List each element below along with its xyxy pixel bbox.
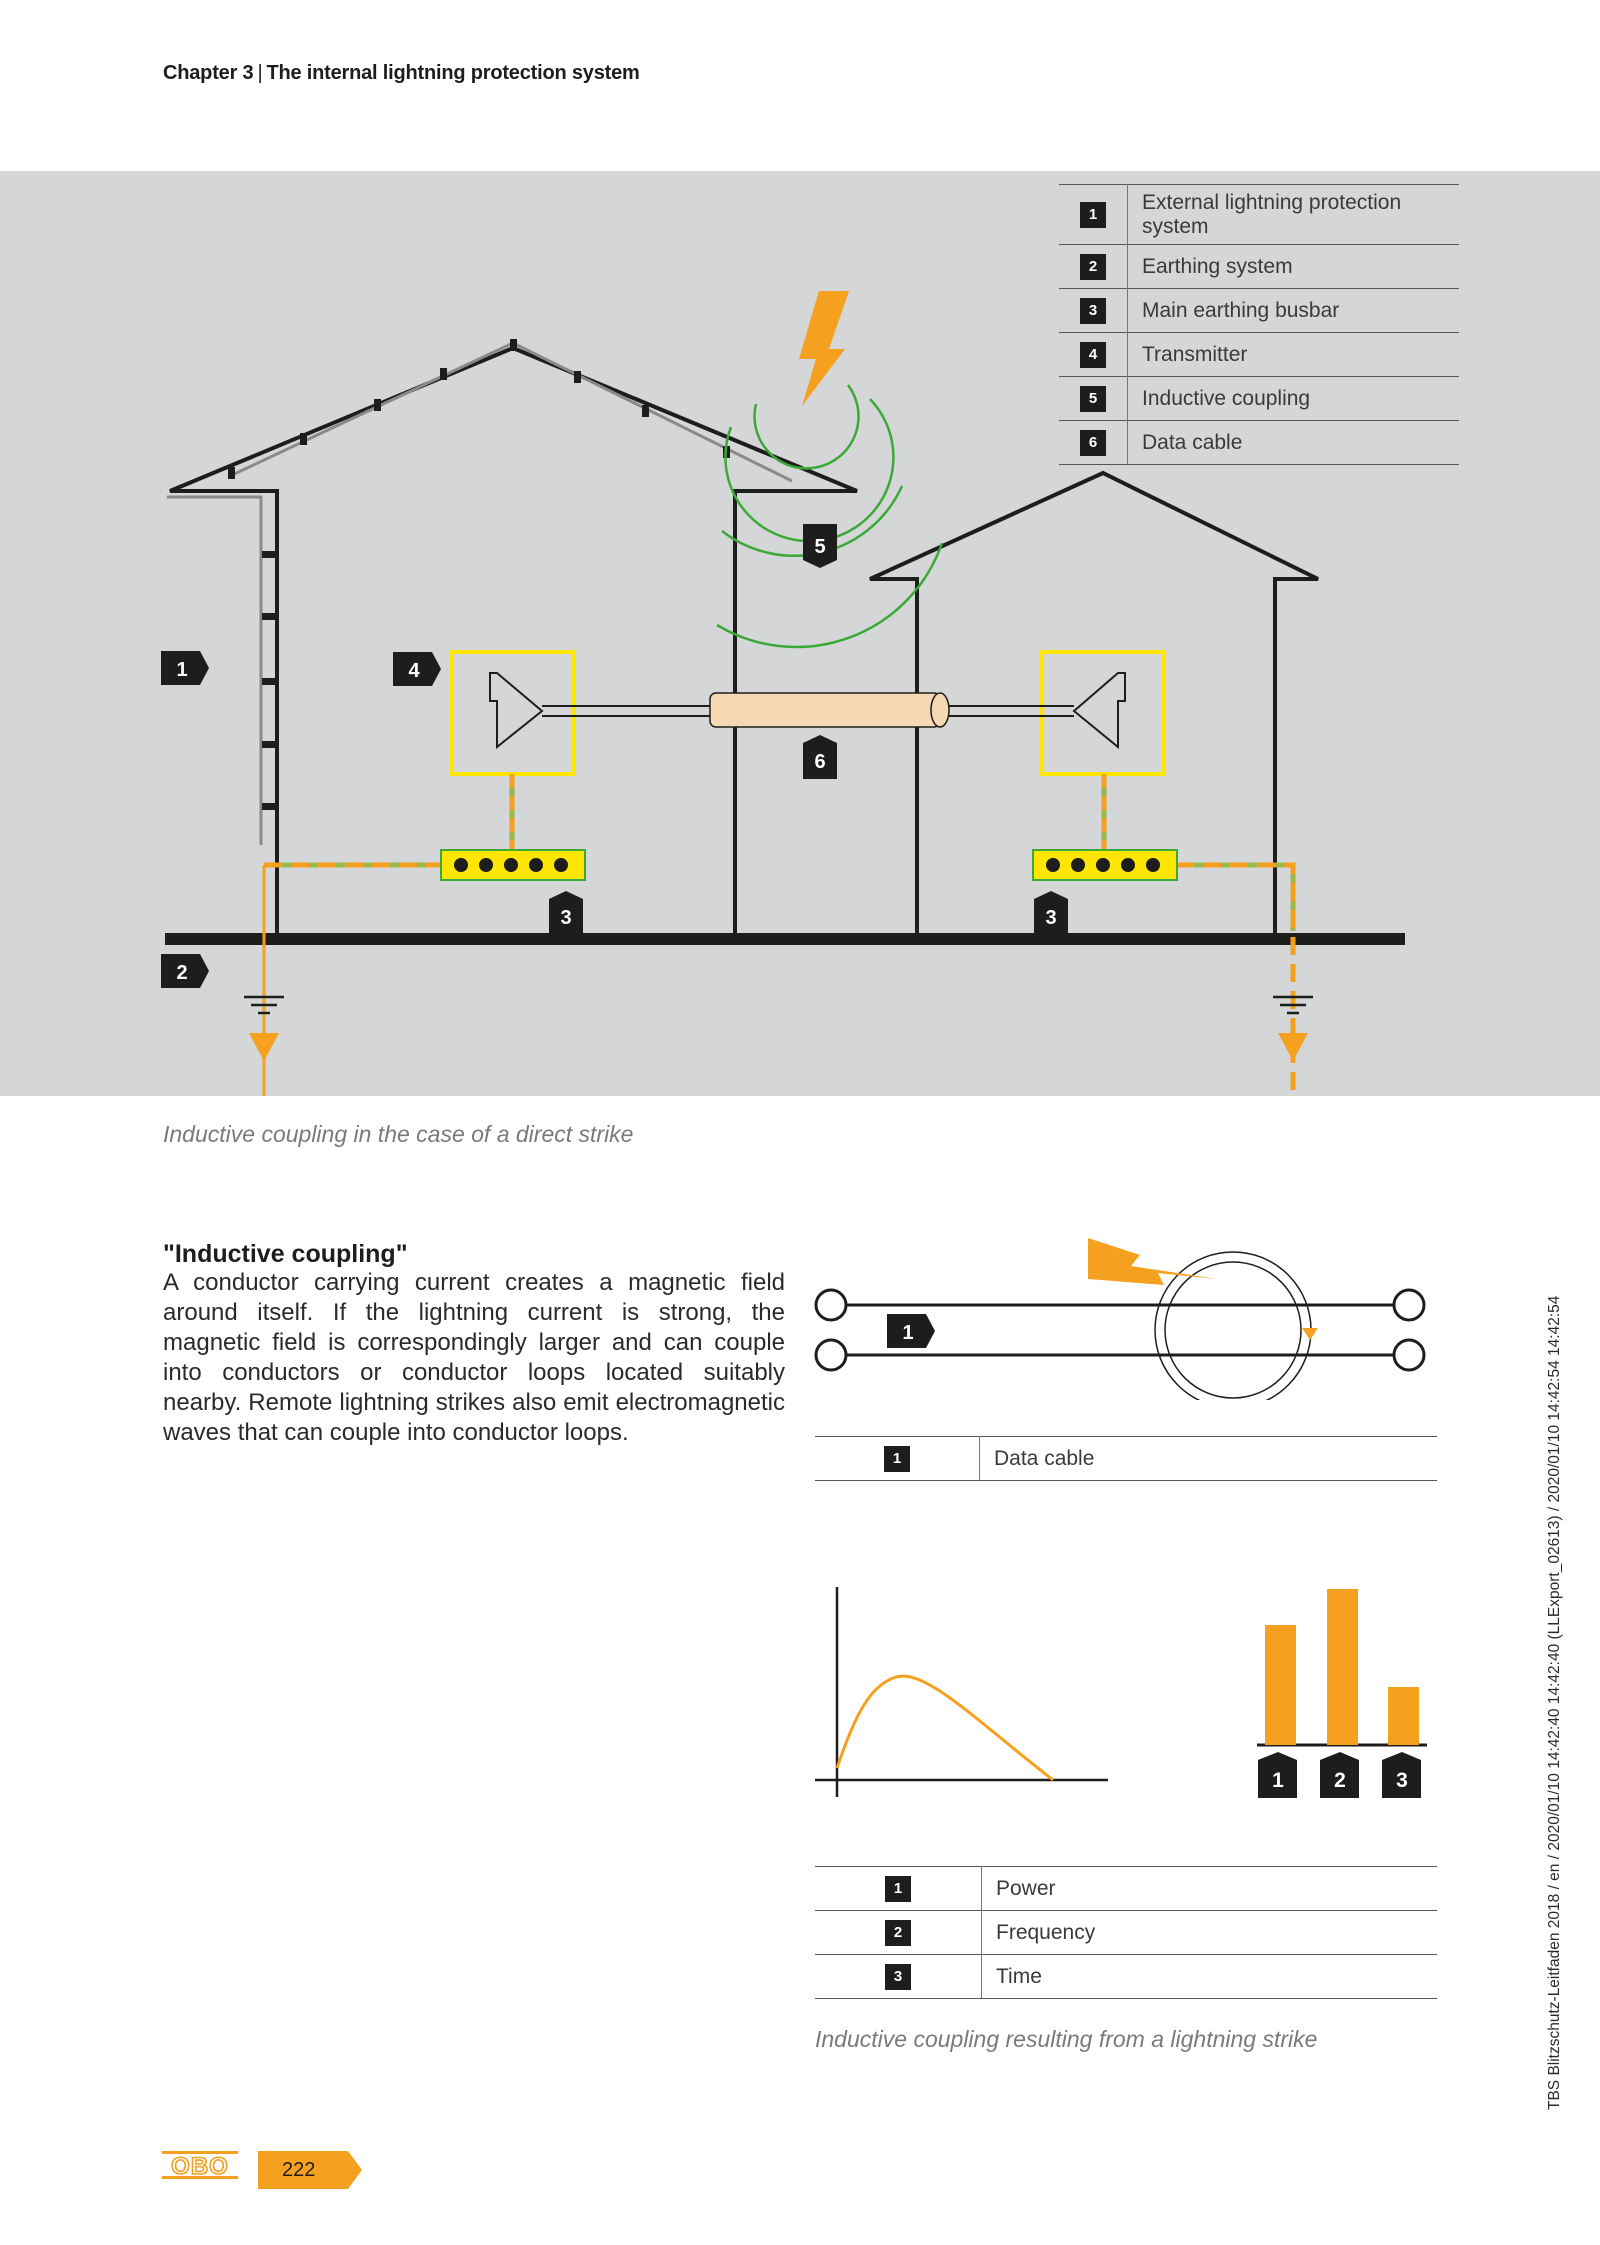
marker-2 [161, 954, 209, 988]
side-imprint-text: TBS Blitzschutz-Leitfaden 2018 / en / 2020/01/10 14:42:40 14:42:40 (LLExport_02613) / 2020/01/10 14:42:54 14:42:54 [1546, 1295, 1563, 2110]
conductor-loop-illustration [800, 1225, 1450, 1400]
legend-number: 2 [1080, 254, 1106, 280]
svg-text:1: 1 [1272, 1769, 1284, 1792]
marker-3-right [1034, 891, 1068, 935]
earthing-busbar-left [441, 850, 585, 880]
page-header [163, 62, 640, 85]
obo-logo [162, 2151, 238, 2179]
figure2-legend [815, 1436, 1437, 1481]
legend-number: 1 [885, 1876, 911, 1902]
bar-marker-2 [1320, 1752, 1359, 1798]
earth-arrow-left-icon [249, 1033, 279, 1061]
legend-label: External lightning protection system [1128, 185, 1460, 245]
figure1-caption: Inductive coupling in the case of a direct strike [163, 1121, 634, 1147]
svg-text:1: 1 [176, 659, 188, 681]
side-imprint [1541, 1270, 1571, 2110]
svg-text:6: 6 [814, 751, 826, 773]
legend-label: Data cable [1128, 421, 1460, 465]
legend-label: Earthing system [1128, 245, 1460, 289]
transmitter-arrow-left [490, 673, 542, 747]
legend-number: 1 [1080, 202, 1106, 228]
field-circle-inner [1165, 1262, 1301, 1398]
legend-number: 2 [885, 1920, 911, 1946]
earthing-busbar-right [1033, 850, 1177, 880]
svg-text:3: 3 [1045, 907, 1057, 929]
legend-label: Main earthing busbar [1128, 289, 1460, 333]
legend-label: Power [982, 1867, 1438, 1911]
field-direction-arrow-icon [1302, 1328, 1318, 1340]
bar-frequency [1327, 1589, 1358, 1745]
legend-number: 5 [1080, 386, 1106, 412]
transmitter-box-right [1042, 652, 1164, 774]
marker-6 [803, 735, 837, 779]
legend-number: 4 [1080, 342, 1106, 368]
cable-marker-1 [887, 1314, 935, 1348]
legend-number: 3 [1080, 298, 1106, 324]
bar-power [1265, 1625, 1296, 1745]
legend-number: 6 [1080, 430, 1106, 456]
marker-4 [393, 652, 441, 686]
legend-label: Time [982, 1955, 1438, 1999]
bar-marker-1 [1258, 1752, 1297, 1798]
legend-number: 1 [884, 1446, 910, 1472]
header-separator: | [257, 62, 263, 84]
chapter-title: The internal lightning protection system [266, 62, 640, 84]
marker-1 [161, 651, 209, 685]
section-title: "Inductive coupling" [163, 1240, 408, 1268]
svg-text:4: 4 [408, 660, 420, 682]
conductor-clamps [228, 339, 730, 810]
data-cable-sheath [710, 693, 940, 727]
legend-label: Frequency [982, 1911, 1438, 1955]
roof-conductor [230, 343, 792, 481]
marker-5 [803, 524, 837, 568]
terminal-icon [816, 1340, 846, 1370]
bar-time [1388, 1687, 1419, 1745]
figure3-legend [815, 1866, 1437, 1999]
terminal-icon [1394, 1340, 1424, 1370]
legend-number: 3 [885, 1964, 911, 1990]
transmitter-box-left [452, 652, 574, 774]
chapter-label: Chapter 3 [163, 62, 254, 84]
earth-arrow-right-icon [1278, 1033, 1308, 1061]
transmitter-arrow-right [1074, 673, 1125, 747]
legend-label: Data cable [980, 1437, 1438, 1481]
section-body: A conductor carrying current creates a magnetic field around itself. If the lightning current is strong, the magnetic field is correspondingly larger and can couple into conductors or conductor loops located suitably nearby. Remote lightning strikes also emit electromagnetic waves that can couple into conductor loops. [163, 1269, 785, 1446]
logo-text: OBO [171, 2153, 229, 2179]
svg-text:2: 2 [1334, 1769, 1346, 1792]
lightning-bolt-icon [1088, 1238, 1217, 1285]
legend-label: Inductive coupling [1128, 377, 1460, 421]
svg-text:2: 2 [176, 962, 188, 984]
marker-3-left [549, 891, 583, 935]
terminal-icon [816, 1290, 846, 1320]
svg-text:5: 5 [814, 536, 826, 558]
bar-marker-3 [1382, 1752, 1421, 1798]
svg-text:3: 3 [1396, 1769, 1408, 1792]
legend-label: Transmitter [1128, 333, 1460, 377]
terminal-icon [1394, 1290, 1424, 1320]
bar-markers [1250, 1750, 1430, 1802]
figure3-caption: Inductive coupling resulting from a lightning strike [815, 2026, 1318, 2052]
lightning-bolt-icon [799, 291, 849, 406]
svg-text:1: 1 [902, 1322, 914, 1344]
page-number: 222 [282, 2159, 316, 2181]
svg-text:3: 3 [560, 907, 572, 929]
magnetic-field-arcs [717, 385, 942, 647]
figure1-legend [1059, 184, 1459, 465]
pulse-curve [837, 1676, 1053, 1780]
